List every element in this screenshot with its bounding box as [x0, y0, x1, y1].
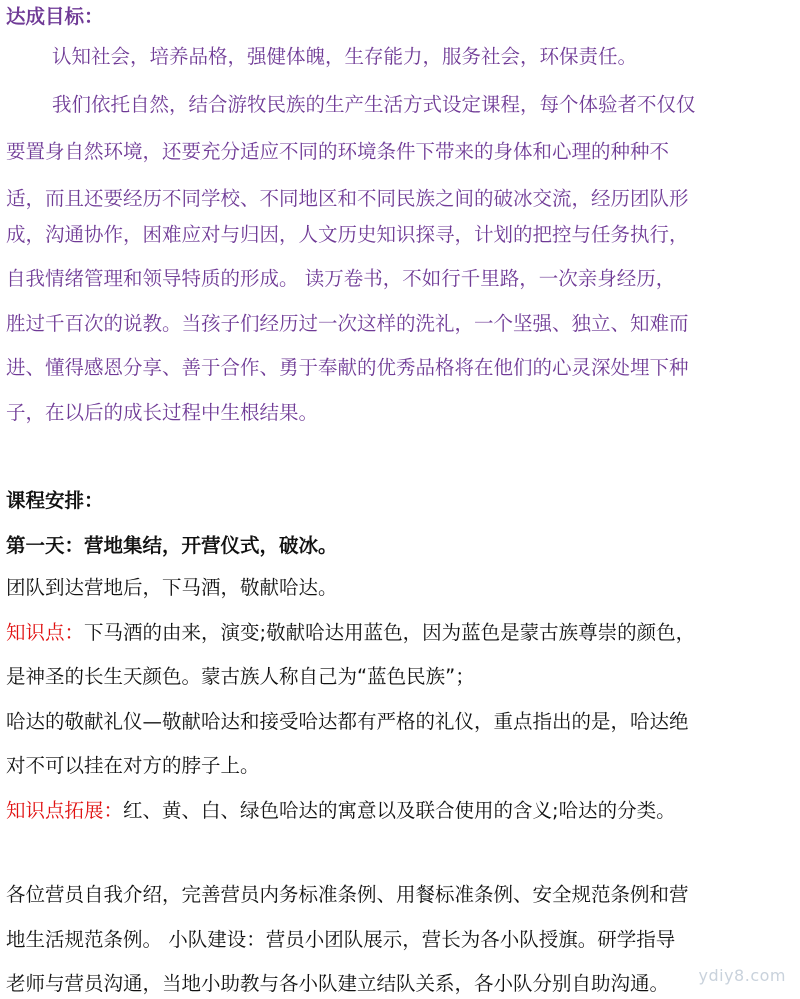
extension-text: 红、黄、白、绿色哈达的寓意以及联合使用的含义;哈达的分类。 [123, 799, 676, 822]
goals-paragraph-line: 成，沟通协作，困难应对与归因，人文历史知识探寻，计划的把控与任务执行， [6, 223, 689, 246]
knowledge-label: 知识点： [6, 621, 85, 644]
goals-paragraph-line: 进、懂得感恩分享、善于合作、勇于奉献的优秀品格将在他们的心灵深处埋下种 [6, 356, 689, 379]
arrival-text: 团队到达营地后，下马酒，敬献哈达。 [6, 576, 338, 599]
watermark: ydiy8.com [698, 966, 786, 985]
extension-label: 知识点拓展： [6, 799, 124, 822]
etiquette-line: 哈达的敬献礼仪—敬献哈达和接受哈达都有严格的礼仪，重点指出的是，哈达绝 [6, 710, 689, 733]
knowledge-point [6, 620, 695, 646]
schedule-heading: 课程安排： [6, 489, 104, 512]
intro-line: 各位营员自我介绍，完善营员内务标准条例、用餐标准条例、安全规范条例和营 [6, 883, 689, 906]
knowledge-text-line2: 是神圣的长生天颜色。蒙古族人称自己为“蓝色民族”； [6, 665, 475, 688]
knowledge-extension [6, 798, 676, 824]
etiquette-line: 对不可以挂在对方的脖子上。 [6, 754, 260, 777]
goals-paragraph-line: 自我情绪管理和领导特质的形成。 读万卷书，不如行千里路，一次亲身经历， [6, 267, 676, 290]
intro-line: 老师与营员沟通，当地小助教与各小队建立结队关系，各小队分别自助沟通。 [6, 972, 670, 995]
goals-paragraph-line: 子，在以后的成长过程中生根结果。 [6, 401, 319, 424]
goals-summary: 认知社会，培养品格，强健体魄，生存能力，服务社会，环保责任。 [52, 45, 638, 68]
goals-paragraph-line: 适，而且还要经历不同学校、不同地区和不同民族之间的破冰交流，经历团队形 [6, 187, 689, 210]
goals-paragraph-line: 我们依托自然，结合游牧民族的生产生活方式设定课程，每个体验者不仅仅 [52, 93, 696, 116]
intro-line: 地生活规范条例。 小队建设：营员小团队展示，营长为各小队授旗。研学指导 [6, 928, 676, 951]
knowledge-text: 下马酒的由来，演变;敬献哈达用蓝色，因为蓝色是蒙古族尊崇的颜色， [84, 621, 696, 644]
goals-heading: 达成目标： [6, 5, 104, 28]
goals-paragraph-line: 胜过千百次的说教。当孩子们经历过一次这样的洗礼，一个坚强、独立、知难而 [6, 312, 689, 335]
goals-paragraph-line: 要置身自然环境，还要充分适应不同的环境条件下带来的身体和心理的种种不 [6, 140, 670, 163]
day1-title: 第一天：营地集结，开营仪式，破冰。 [6, 534, 338, 557]
